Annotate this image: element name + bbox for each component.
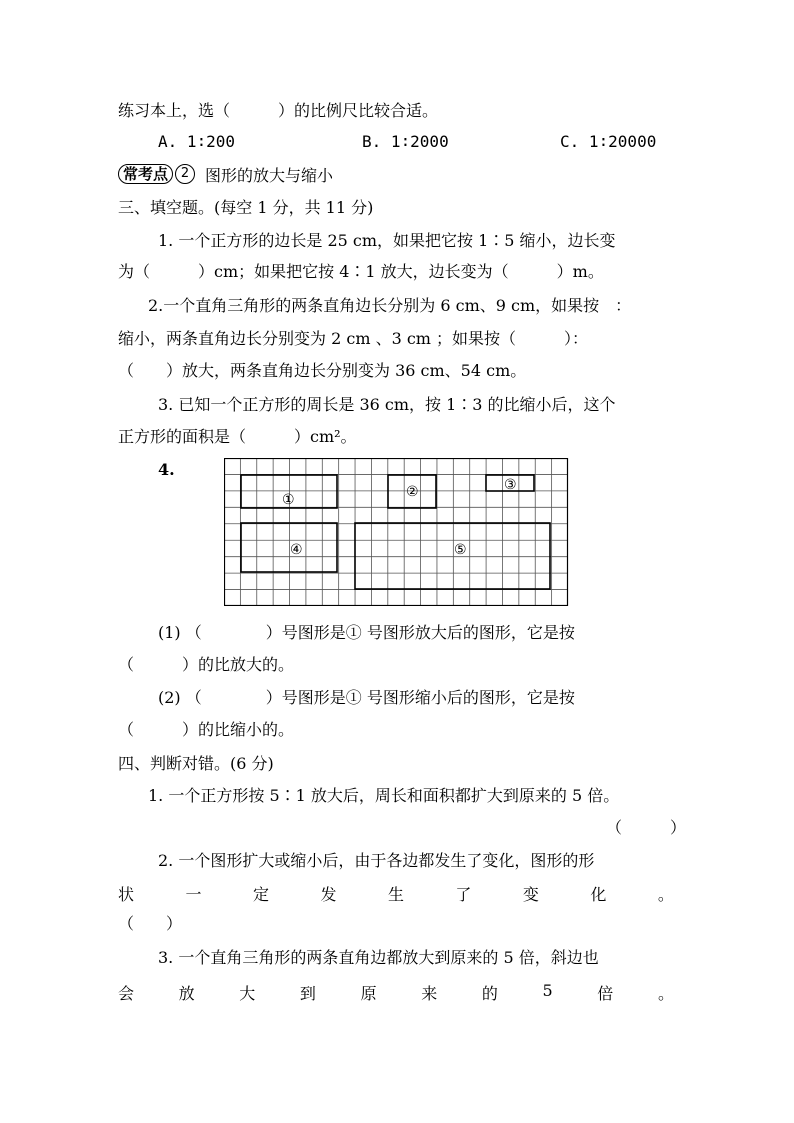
char: 一 xyxy=(185,885,202,904)
char: 变 xyxy=(522,885,539,904)
section4-heading: 四、判断对错。(6 分) xyxy=(118,754,274,773)
option-b: B. 1∶2000 xyxy=(362,132,449,151)
char: 。 xyxy=(657,984,674,1003)
char: 来 xyxy=(421,984,438,1003)
s3-q3-line2: 正方形的面积是（ ）cm²。 xyxy=(118,427,357,446)
shape-label-5: ⑤ xyxy=(454,542,467,558)
section3-heading: 三、填空题。(每空 1 分，共 11 分) xyxy=(118,198,374,217)
char: 生 xyxy=(387,885,404,904)
char: 的 xyxy=(481,984,498,1003)
question-continuation: 练习本上，选（ ）的比例尺比较合适。 xyxy=(118,101,439,120)
s3-q1-line1: 1. 一个正方形的边长是 25 cm，如果把它按 1∶5 缩小，边长变 xyxy=(158,231,616,250)
option-a: A. 1∶200 xyxy=(158,132,236,151)
s4-q3-line1: 3. 一个直角三角形的两条直角边都放大到原来的 5 倍，斜边也 xyxy=(158,948,599,967)
option-c: C. 1∶20000 xyxy=(560,132,657,151)
s3-q2-line2: 缩小，两条直角边长分别变为 2 cm 、3 cm ；如果按（ ）： xyxy=(118,329,589,348)
badge-number: 2 xyxy=(175,164,195,184)
s4-q2-line2 xyxy=(118,882,674,905)
s4-q2-paren: （ ） xyxy=(118,914,183,933)
s3-q2-line3: （ ）放大，两条直角边长分别变为 36 cm、54 cm。 xyxy=(118,361,527,380)
char: 状 xyxy=(118,885,135,904)
char: 发 xyxy=(320,885,337,904)
s3-q4-sub2-line2: （ ）的比缩小的。 xyxy=(118,720,295,739)
char: 了 xyxy=(455,885,472,904)
badge-title: 图形的放大与缩小 xyxy=(205,165,334,185)
char: 原 xyxy=(360,984,377,1003)
s3-q4-sub1-line2: （ ）的比放大的。 xyxy=(118,655,295,674)
char: 大 xyxy=(239,984,256,1003)
char: 到 xyxy=(299,984,316,1003)
key-point-badge xyxy=(118,164,333,184)
shape-label-3: ③ xyxy=(504,477,517,493)
shape-label-1: ① xyxy=(282,492,295,508)
badge-label: 常考点 xyxy=(118,164,173,184)
char: 会 xyxy=(118,984,135,1003)
s3-q1-line2: 为（ ）cm；如果把它按 4∶1 放大，边长变为（ ）m。 xyxy=(118,262,604,281)
char: 倍 xyxy=(597,984,614,1003)
shape-label-4: ④ xyxy=(290,542,303,558)
shape-label-2: ② xyxy=(406,484,419,500)
s3-q4-sub1-line1: (1) （ ）号图形是① 号图形放大后的图形，它是按 xyxy=(158,623,575,642)
s4-q2-line1: 2. 一个图形扩大或缩小后，由于各边都发生了变化，图形的形 xyxy=(158,851,595,870)
s3-q2-line1: 2.一个直角三角形的两条直角边长分别为 6 cm、9 cm，如果按 ： xyxy=(148,296,632,315)
s4-q1-paren: （ ） xyxy=(606,818,687,837)
char: 定 xyxy=(252,885,269,904)
char: 5 xyxy=(542,981,553,1000)
s3-q3-line1: 3. 已知一个正方形的周长是 36 cm，按 1∶3 的比缩小后，这个 xyxy=(158,395,616,414)
s3-q4-sub2-line1: (2) （ ）号图形是① 号图形缩小后的图形，它是按 xyxy=(158,688,575,707)
char: 。 xyxy=(657,885,674,904)
grid-figure xyxy=(224,458,569,606)
s3-q4-number: 4. xyxy=(158,460,175,479)
s4-q3-line2 xyxy=(118,981,674,1004)
shape-5 xyxy=(355,523,550,589)
s4-q1: 1. 一个正方形按 5∶1 放大后，周长和面积都扩大到原来的 5 倍。 xyxy=(148,786,620,805)
char: 化 xyxy=(590,885,607,904)
char: 放 xyxy=(178,984,195,1003)
